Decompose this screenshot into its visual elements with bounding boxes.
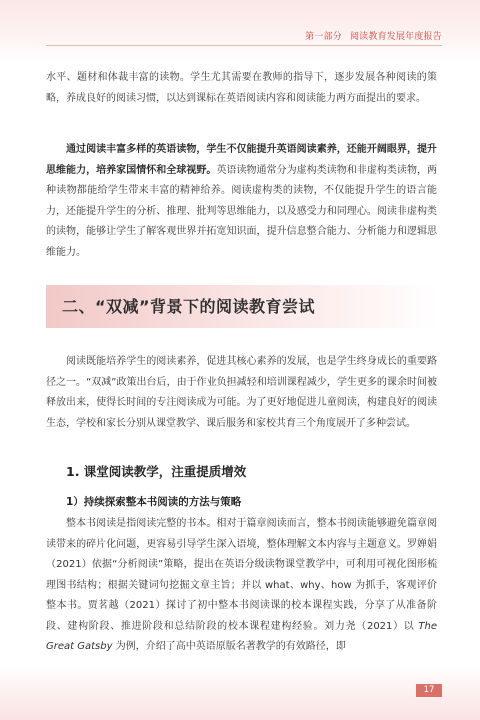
paragraph-3	[46, 352, 437, 434]
paragraph-2	[46, 140, 437, 263]
paragraph-2-body: 英语读物通常分为虚构类读物和非虚构类读物，两种读物都能给学生带来丰富的精神给养。阅读虚构类的读物，不仅能提升学生的语言能力，还能提升学生的分析、推理、批判等思维能力，以及感受力和同理心。阅读非虚构类的读物，能够让学生了解客观世界并拓宽知识面，提升信息整合能力、分析能力和逻辑思维能力。	[46, 164, 438, 258]
header-divider	[46, 45, 442, 46]
paragraph-3-body: 阅读既能培养学生的阅读素养，促进其核心素养的发展，也是学生终身成长的重要路径之一。“双减”政策出台后，由于作业负担减轻和培训课程减少，学生更多的课余时间被释放出来，使得长时间的专注阅读成为可能。为了更好地促进儿童阅读，构建良好的阅读生态，学校和家长分别从课堂教学、课后服务和家校共育三个角度展开了多种尝试。	[46, 356, 437, 429]
section-banner	[46, 285, 437, 328]
paragraph-2-emphasis: 通过阅读丰富多样的英语读物，学生不仅能提升英语阅读素养，还能开阔眼界，提升思维能力，培养家国情怀和全球视野。	[46, 144, 437, 176]
header-title: 阅读教育发展年度报告	[349, 32, 442, 42]
paragraph-3-container	[46, 352, 437, 434]
paragraph-2-container	[46, 140, 437, 263]
section-title: 二、“双减”背景下的阅读教育尝试	[62, 297, 316, 316]
paragraph-4-tail: 为例，介绍了高中英语原版名著教学的有效路径，即	[112, 641, 346, 652]
running-header	[305, 29, 442, 42]
paragraph-4-body: 整本书阅读是指阅读完整的书本。相对于篇章阅读而言，整本书阅读能够避免篇章阅读带来的碎片化问题，更容易引导学生深入语境，整体理解文本内容与主题意义。罗婵娟（2021）依据“分析阅读”策略，提出在英语分级读物课堂教学中，可利用可视化图形梳理图书结构；根据关键词句挖掘文章主旨；并以 what、why、how 为抓手，客观评价整本书。贾茗越（2021）探讨了初中整本书阅读课的校本课程实践，分享了从准备阶段、建构阶段、推进阶段和总结阶段的校本课程建构经验。刘力尧（2021）以	[46, 518, 437, 632]
book-title: The Great Gatsby	[46, 620, 437, 652]
footer-background	[0, 666, 480, 720]
page-number-badge: 17	[416, 684, 442, 697]
paragraph-1: 水平、题材和体裁丰富的读物。学生尤其需要在教师的指导下，逐步发展各种阅读的策略，养成良好的阅读习惯，以达到课标在英语阅读内容和阅读能力两方面提出的要求。	[46, 72, 437, 104]
subheading-level-3: 1）持续探索整本书阅读的方法与策略	[66, 496, 242, 508]
subheading-level-2: 1. 课堂阅读教学，注重提质增效	[66, 464, 247, 479]
paragraph-4	[46, 514, 437, 658]
paragraph-1-container	[46, 68, 437, 109]
paragraph-4-container	[46, 514, 437, 658]
header-part: 第一部分	[305, 32, 342, 42]
